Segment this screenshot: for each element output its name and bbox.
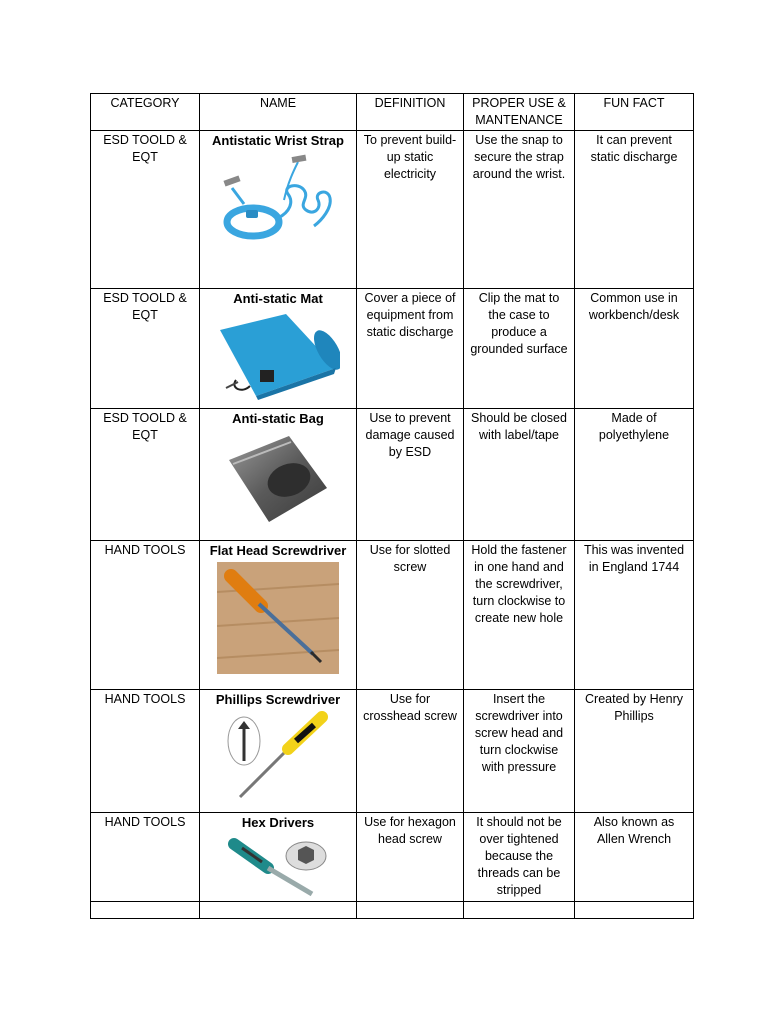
tool-name: Flat Head Screwdriver xyxy=(209,543,347,558)
empty-cell xyxy=(91,902,200,919)
header-name: NAME xyxy=(200,94,357,131)
name-cell xyxy=(200,409,357,541)
tool-name: Anti-static Mat xyxy=(233,291,323,306)
fact-cell: Common use in workbench/desk xyxy=(575,289,694,409)
wrist-strap-image xyxy=(218,152,338,252)
fact-cell: It can prevent static discharge xyxy=(575,131,694,289)
empty-cell xyxy=(464,902,575,919)
fact-cell: Created by Henry Phillips xyxy=(575,690,694,813)
fact-cell: Made of polyethylene xyxy=(575,409,694,541)
table-row xyxy=(91,813,694,902)
tool-name: Anti-static Bag xyxy=(232,411,324,426)
header-row xyxy=(91,94,694,131)
table-row xyxy=(91,131,694,289)
antistatic-bag-image xyxy=(223,430,333,526)
name-cell xyxy=(200,690,357,813)
tool-name: Phillips Screwdriver xyxy=(215,692,341,707)
table-row xyxy=(91,541,694,690)
table-row xyxy=(91,289,694,409)
category-cell: HAND TOOLS xyxy=(91,541,200,690)
fact-cell: Also known as Allen Wrench xyxy=(575,813,694,902)
table-row xyxy=(91,409,694,541)
category-cell: ESD TOOLD & EQT xyxy=(91,289,200,409)
category-cell: HAND TOOLS xyxy=(91,690,200,813)
header-fun-fact: FUN FACT xyxy=(575,94,694,131)
tool-name: Antistatic Wrist Strap xyxy=(212,133,344,148)
header-category: CATEGORY xyxy=(91,94,200,131)
empty-row xyxy=(91,902,694,919)
name-cell xyxy=(200,131,357,289)
use-cell: Clip the mat to the case to produce a grounded surface xyxy=(464,289,575,409)
category-cell: ESD TOOLD & EQT xyxy=(91,409,200,541)
name-cell xyxy=(200,541,357,690)
phillips-screwdriver-image xyxy=(226,711,330,801)
empty-cell xyxy=(200,902,357,919)
use-cell: Use the snap to secure the strap around the wrist. xyxy=(464,131,575,289)
tool-name: Hex Drivers xyxy=(241,815,315,830)
definition-cell: To prevent build-up static electricity xyxy=(357,131,464,289)
fact-cell: This was invented in England 1744 xyxy=(575,541,694,690)
table-row xyxy=(91,690,694,813)
header-definition: DEFINITION xyxy=(357,94,464,131)
empty-cell xyxy=(357,902,464,919)
flat-head-screwdriver-image xyxy=(217,562,339,674)
header-proper-use: PROPER USE & MANTENANCE xyxy=(464,94,575,131)
name-cell xyxy=(200,289,357,409)
definition-cell: Use for slotted screw xyxy=(357,541,464,690)
empty-cell xyxy=(575,902,694,919)
definition-cell: Cover a piece of equipment from static discharge xyxy=(357,289,464,409)
use-cell: Should be closed with label/tape xyxy=(464,409,575,541)
definition-cell: Use to prevent damage caused by ESD xyxy=(357,409,464,541)
tools-table xyxy=(90,93,694,919)
use-cell: It should not be over tightened because the threads can be stripped xyxy=(464,813,575,902)
definition-cell: Use for crosshead screw xyxy=(357,690,464,813)
antistatic-mat-image xyxy=(216,310,340,402)
use-cell: Insert the screwdriver into screw head and turn clockwise with pressure xyxy=(464,690,575,813)
hex-driver-image xyxy=(228,834,328,900)
name-cell xyxy=(200,813,357,902)
definition-cell: Use for hexagon head screw xyxy=(357,813,464,902)
category-cell: ESD TOOLD & EQT xyxy=(91,131,200,289)
category-cell: HAND TOOLS xyxy=(91,813,200,902)
use-cell: Hold the fastener in one hand and the screwdriver, turn clockwise to create new hole xyxy=(464,541,575,690)
